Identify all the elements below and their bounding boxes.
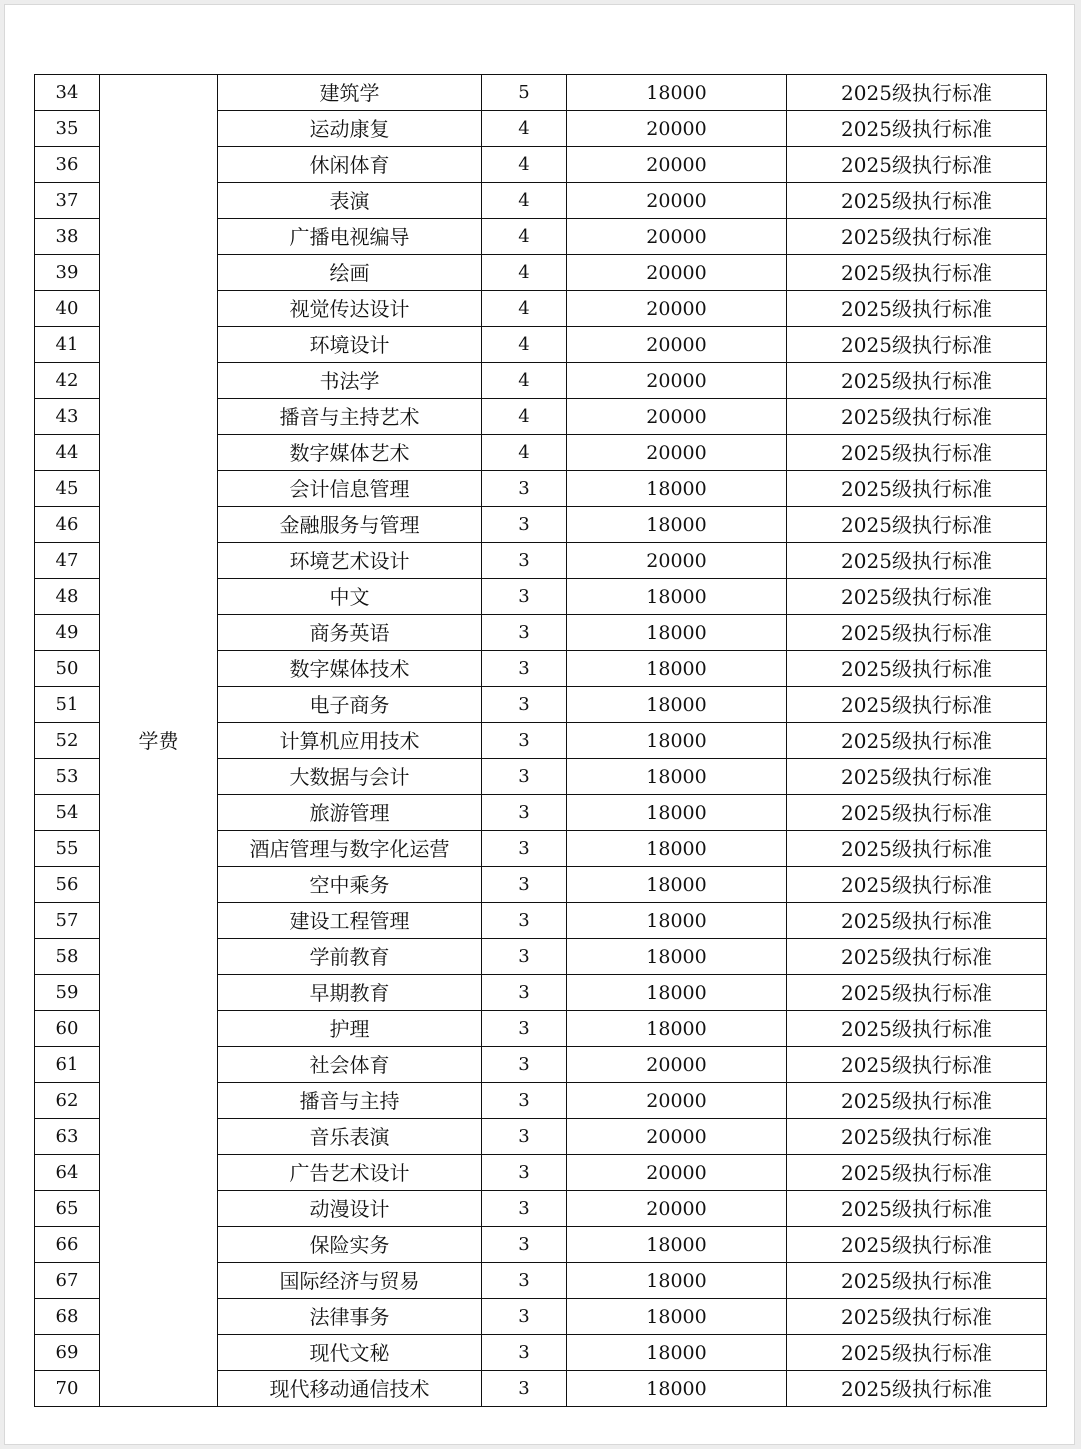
duration-years-cell: 3 (482, 1083, 567, 1119)
row-number-cell: 40 (35, 291, 100, 327)
major-cell: 播音与主持 (218, 1083, 482, 1119)
duration-years-cell: 3 (482, 903, 567, 939)
major-cell: 酒店管理与数字化运营 (218, 831, 482, 867)
duration-years-cell: 4 (482, 435, 567, 471)
fee-amount-cell: 20000 (567, 1047, 787, 1083)
duration-years-cell: 3 (482, 651, 567, 687)
row-number-cell: 56 (35, 867, 100, 903)
fee-amount-cell: 18000 (567, 1227, 787, 1263)
standard-note-cell: 2025级执行标准 (787, 291, 1047, 327)
row-number-cell: 44 (35, 435, 100, 471)
major-cell: 护理 (218, 1011, 482, 1047)
major-cell: 书法学 (218, 363, 482, 399)
standard-note-cell: 2025级执行标准 (787, 75, 1047, 111)
standard-note-cell: 2025级执行标准 (787, 327, 1047, 363)
row-number-cell: 46 (35, 507, 100, 543)
row-number-cell: 41 (35, 327, 100, 363)
fee-amount-cell: 20000 (567, 183, 787, 219)
duration-years-cell: 4 (482, 219, 567, 255)
fee-amount-cell: 20000 (567, 219, 787, 255)
standard-note-cell: 2025级执行标准 (787, 543, 1047, 579)
major-cell: 计算机应用技术 (218, 723, 482, 759)
duration-years-cell: 3 (482, 795, 567, 831)
fee-amount-cell: 18000 (567, 651, 787, 687)
standard-note-cell: 2025级执行标准 (787, 579, 1047, 615)
standard-note-cell: 2025级执行标准 (787, 1083, 1047, 1119)
duration-years-cell: 3 (482, 1371, 567, 1407)
row-number-cell: 58 (35, 939, 100, 975)
row-number-cell: 39 (35, 255, 100, 291)
row-number-cell: 67 (35, 1263, 100, 1299)
duration-years-cell: 4 (482, 183, 567, 219)
duration-years-cell: 4 (482, 327, 567, 363)
fee-amount-cell: 20000 (567, 327, 787, 363)
fee-amount-cell: 20000 (567, 255, 787, 291)
major-cell: 大数据与会计 (218, 759, 482, 795)
row-number-cell: 38 (35, 219, 100, 255)
row-number-cell: 54 (35, 795, 100, 831)
standard-note-cell: 2025级执行标准 (787, 219, 1047, 255)
standard-note-cell: 2025级执行标准 (787, 255, 1047, 291)
major-cell: 国际经济与贸易 (218, 1263, 482, 1299)
duration-years-cell: 3 (482, 615, 567, 651)
major-cell: 播音与主持艺术 (218, 399, 482, 435)
standard-note-cell: 2025级执行标准 (787, 471, 1047, 507)
fee-category-cell: 学费 (100, 75, 218, 1407)
major-cell: 表演 (218, 183, 482, 219)
row-number-cell: 36 (35, 147, 100, 183)
duration-years-cell: 3 (482, 1335, 567, 1371)
fee-amount-cell: 18000 (567, 759, 787, 795)
fee-amount-cell: 20000 (567, 111, 787, 147)
duration-years-cell: 3 (482, 579, 567, 615)
row-number-cell: 47 (35, 543, 100, 579)
standard-note-cell: 2025级执行标准 (787, 147, 1047, 183)
fee-amount-cell: 18000 (567, 939, 787, 975)
fee-amount-cell: 18000 (567, 1263, 787, 1299)
row-number-cell: 51 (35, 687, 100, 723)
standard-note-cell: 2025级执行标准 (787, 1263, 1047, 1299)
standard-note-cell: 2025级执行标准 (787, 1047, 1047, 1083)
duration-years-cell: 3 (482, 1227, 567, 1263)
major-cell: 建设工程管理 (218, 903, 482, 939)
row-number-cell: 65 (35, 1191, 100, 1227)
standard-note-cell: 2025级执行标准 (787, 867, 1047, 903)
duration-years-cell: 3 (482, 1155, 567, 1191)
major-cell: 动漫设计 (218, 1191, 482, 1227)
major-cell: 现代移动通信技术 (218, 1371, 482, 1407)
duration-years-cell: 5 (482, 75, 567, 111)
major-cell: 社会体育 (218, 1047, 482, 1083)
fee-amount-cell: 18000 (567, 723, 787, 759)
duration-years-cell: 3 (482, 1011, 567, 1047)
major-cell: 空中乘务 (218, 867, 482, 903)
duration-years-cell: 3 (482, 759, 567, 795)
row-number-cell: 35 (35, 111, 100, 147)
major-cell: 电子商务 (218, 687, 482, 723)
fee-amount-cell: 18000 (567, 903, 787, 939)
duration-years-cell: 3 (482, 1047, 567, 1083)
fee-amount-cell: 20000 (567, 147, 787, 183)
row-number-cell: 60 (35, 1011, 100, 1047)
fee-amount-cell: 18000 (567, 795, 787, 831)
major-cell: 金融服务与管理 (218, 507, 482, 543)
duration-years-cell: 3 (482, 1263, 567, 1299)
standard-note-cell: 2025级执行标准 (787, 507, 1047, 543)
row-number-cell: 55 (35, 831, 100, 867)
duration-years-cell: 3 (482, 867, 567, 903)
fee-amount-cell: 20000 (567, 543, 787, 579)
row-number-cell: 61 (35, 1047, 100, 1083)
major-cell: 早期教育 (218, 975, 482, 1011)
fee-amount-cell: 18000 (567, 1335, 787, 1371)
standard-note-cell: 2025级执行标准 (787, 1227, 1047, 1263)
row-number-cell: 57 (35, 903, 100, 939)
major-cell: 现代文秘 (218, 1335, 482, 1371)
fee-amount-cell: 18000 (567, 507, 787, 543)
duration-years-cell: 3 (482, 831, 567, 867)
tuition-fee-table (34, 74, 1047, 1407)
fee-amount-cell: 20000 (567, 399, 787, 435)
row-number-cell: 45 (35, 471, 100, 507)
duration-years-cell: 4 (482, 255, 567, 291)
major-cell: 法律事务 (218, 1299, 482, 1335)
standard-note-cell: 2025级执行标准 (787, 1011, 1047, 1047)
row-number-cell: 70 (35, 1371, 100, 1407)
major-cell: 数字媒体技术 (218, 651, 482, 687)
standard-note-cell: 2025级执行标准 (787, 687, 1047, 723)
major-cell: 绘画 (218, 255, 482, 291)
row-number-cell: 63 (35, 1119, 100, 1155)
major-cell: 广告艺术设计 (218, 1155, 482, 1191)
duration-years-cell: 3 (482, 687, 567, 723)
duration-years-cell: 4 (482, 291, 567, 327)
fee-amount-cell: 20000 (567, 1083, 787, 1119)
fee-amount-cell: 20000 (567, 1155, 787, 1191)
major-cell: 中文 (218, 579, 482, 615)
major-cell: 运动康复 (218, 111, 482, 147)
fee-amount-cell: 20000 (567, 291, 787, 327)
row-number-cell: 48 (35, 579, 100, 615)
fee-amount-cell: 18000 (567, 687, 787, 723)
standard-note-cell: 2025级执行标准 (787, 1119, 1047, 1155)
major-cell: 休闲体育 (218, 147, 482, 183)
row-number-cell: 64 (35, 1155, 100, 1191)
standard-note-cell: 2025级执行标准 (787, 1155, 1047, 1191)
standard-note-cell: 2025级执行标准 (787, 759, 1047, 795)
fee-amount-cell: 20000 (567, 1191, 787, 1227)
standard-note-cell: 2025级执行标准 (787, 363, 1047, 399)
row-number-cell: 53 (35, 759, 100, 795)
major-cell: 环境艺术设计 (218, 543, 482, 579)
standard-note-cell: 2025级执行标准 (787, 651, 1047, 687)
standard-note-cell: 2025级执行标准 (787, 939, 1047, 975)
standard-note-cell: 2025级执行标准 (787, 903, 1047, 939)
duration-years-cell: 3 (482, 471, 567, 507)
fee-amount-cell: 20000 (567, 1119, 787, 1155)
major-cell: 建筑学 (218, 75, 482, 111)
row-number-cell: 59 (35, 975, 100, 1011)
major-cell: 旅游管理 (218, 795, 482, 831)
major-cell: 环境设计 (218, 327, 482, 363)
row-number-cell: 50 (35, 651, 100, 687)
row-number-cell: 62 (35, 1083, 100, 1119)
row-number-cell: 69 (35, 1335, 100, 1371)
standard-note-cell: 2025级执行标准 (787, 615, 1047, 651)
duration-years-cell: 4 (482, 111, 567, 147)
standard-note-cell: 2025级执行标准 (787, 975, 1047, 1011)
fee-amount-cell: 18000 (567, 1011, 787, 1047)
row-number-cell: 52 (35, 723, 100, 759)
fee-amount-cell: 18000 (567, 75, 787, 111)
standard-note-cell: 2025级执行标准 (787, 795, 1047, 831)
duration-years-cell: 4 (482, 363, 567, 399)
row-number-cell: 49 (35, 615, 100, 651)
fee-amount-cell: 18000 (567, 1299, 787, 1335)
duration-years-cell: 3 (482, 507, 567, 543)
duration-years-cell: 3 (482, 543, 567, 579)
major-cell: 数字媒体艺术 (218, 435, 482, 471)
standard-note-cell: 2025级执行标准 (787, 1191, 1047, 1227)
row-number-cell: 42 (35, 363, 100, 399)
fee-amount-cell: 18000 (567, 975, 787, 1011)
row-number-cell: 34 (35, 75, 100, 111)
fee-amount-cell: 18000 (567, 471, 787, 507)
fee-amount-cell: 18000 (567, 831, 787, 867)
standard-note-cell: 2025级执行标准 (787, 1299, 1047, 1335)
duration-years-cell: 3 (482, 939, 567, 975)
fee-amount-cell: 18000 (567, 615, 787, 651)
standard-note-cell: 2025级执行标准 (787, 435, 1047, 471)
duration-years-cell: 3 (482, 975, 567, 1011)
major-cell: 音乐表演 (218, 1119, 482, 1155)
major-cell: 商务英语 (218, 615, 482, 651)
table-body (35, 75, 1047, 1407)
fee-amount-cell: 20000 (567, 435, 787, 471)
standard-note-cell: 2025级执行标准 (787, 1371, 1047, 1407)
duration-years-cell: 3 (482, 1191, 567, 1227)
major-cell: 视觉传达设计 (218, 291, 482, 327)
standard-note-cell: 2025级执行标准 (787, 399, 1047, 435)
duration-years-cell: 3 (482, 1119, 567, 1155)
duration-years-cell: 3 (482, 723, 567, 759)
row-number-cell: 37 (35, 183, 100, 219)
fee-amount-cell: 20000 (567, 363, 787, 399)
fee-amount-cell: 18000 (567, 867, 787, 903)
row-number-cell: 43 (35, 399, 100, 435)
duration-years-cell: 3 (482, 1299, 567, 1335)
major-cell: 学前教育 (218, 939, 482, 975)
major-cell: 广播电视编导 (218, 219, 482, 255)
major-cell: 保险实务 (218, 1227, 482, 1263)
row-number-cell: 66 (35, 1227, 100, 1263)
standard-note-cell: 2025级执行标准 (787, 111, 1047, 147)
fee-amount-cell: 18000 (567, 1371, 787, 1407)
table-row (35, 75, 1047, 111)
standard-note-cell: 2025级执行标准 (787, 831, 1047, 867)
standard-note-cell: 2025级执行标准 (787, 183, 1047, 219)
duration-years-cell: 4 (482, 399, 567, 435)
duration-years-cell: 4 (482, 147, 567, 183)
major-cell: 会计信息管理 (218, 471, 482, 507)
row-number-cell: 68 (35, 1299, 100, 1335)
standard-note-cell: 2025级执行标准 (787, 723, 1047, 759)
fee-amount-cell: 18000 (567, 579, 787, 615)
standard-note-cell: 2025级执行标准 (787, 1335, 1047, 1371)
